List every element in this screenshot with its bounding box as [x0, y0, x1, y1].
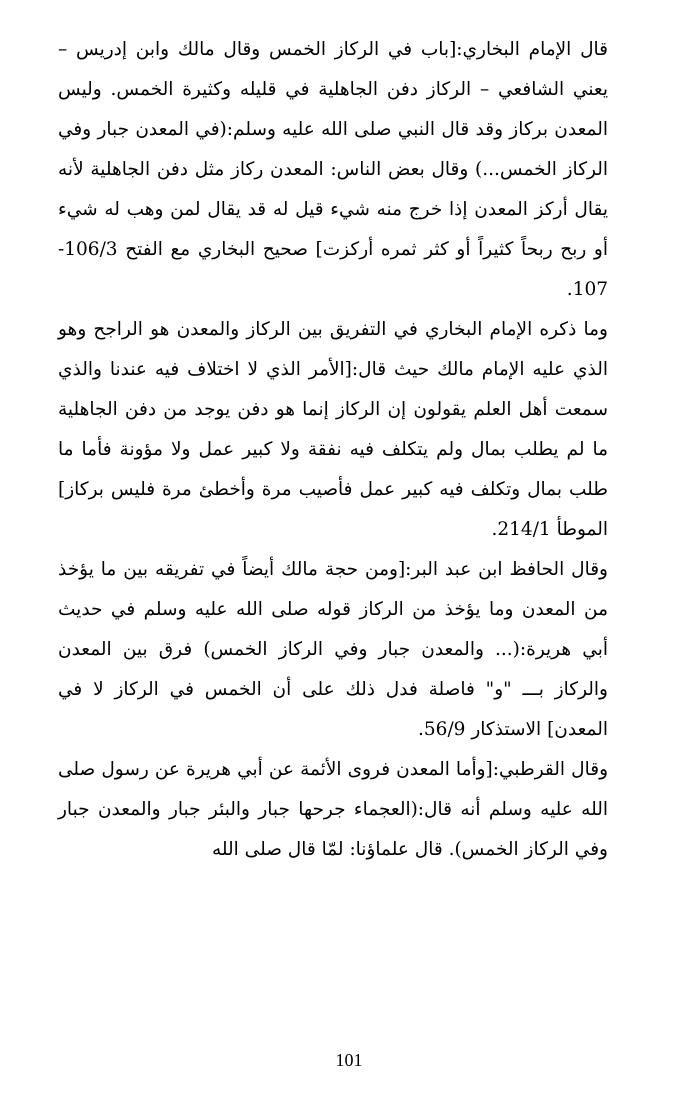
paragraph-qurtubi: وقال القرطبي:[وأما المعدن فروى الأئمة عن أبي هريرة عن رسول صلى الله عليه وسلم أنه قال:(العجماء جرحها جبار والبئر جبار والمعدن جبار وفي الركاز الخمس). قال علماؤنا: لمّا قال صلى الله	[58, 759, 608, 860]
paragraph-ibn-abd-al-barr: وقال الحافظ ابن عبد البر:[ومن حجة مالك أيضاً في تفريقه بين ما يؤخذ من المعدن وما يؤخذ من الركاز قوله صلى الله عليه وسلم في حديث أبي هريرة:(... والمعدن جبار وفي الركاز الخمس) فرق بين المعدن والركاز بـــ "و" فاصلة فدل ذلك على أن الخمس في الركاز لا في المعدن] الاستذكار 56/9.	[58, 559, 608, 740]
page-number: 101	[335, 1050, 363, 1070]
page-body	[58, 30, 608, 870]
paragraph-bukhari-chapter: قال الإمام البخاري:[باب في الركاز الخمس وقال مالك وابن إدريس – يعني الشافعي – الركاز دفن الجاهلية في قليله وكثيرة الخمس. وليس المعدن بركاز وقد قال النبي صلى الله عليه وسلم:(في المعدن جبار وفي الركاز الخمس...) وقال بعض الناس: المعدن ركاز مثل دفن الجاهلية لأنه يقال أركز المعدن إذا خرج منه شيء قيل له قد يقال لمن وهب له شيء أو ربح ربحاً كثيراً أو كثر ثمره أركزت] صحيح البخاري مع الفتح 106/3-107.	[58, 39, 608, 300]
paragraph-malik-opinion: وما ذكره الإمام البخاري في التفريق بين الركاز والمعدن هو الراجح وهو الذي عليه الإمام مالك حيث قال:[الأمر الذي لا اختلاف فيه عندنا والذي سمعت أهل العلم يقولون إن الركاز إنما هو دفن يوجد من دفن الجاهلية ما لم يطلب بمال ولم يتكلف فيه نفقة ولا كبير عمل ولا مؤونة فأما ما طلب بمال وتكلف فيه كبير عمل فأصيب مرة وأخطئ مرة فليس بركاز] الموطأ 214/1.	[58, 319, 608, 540]
